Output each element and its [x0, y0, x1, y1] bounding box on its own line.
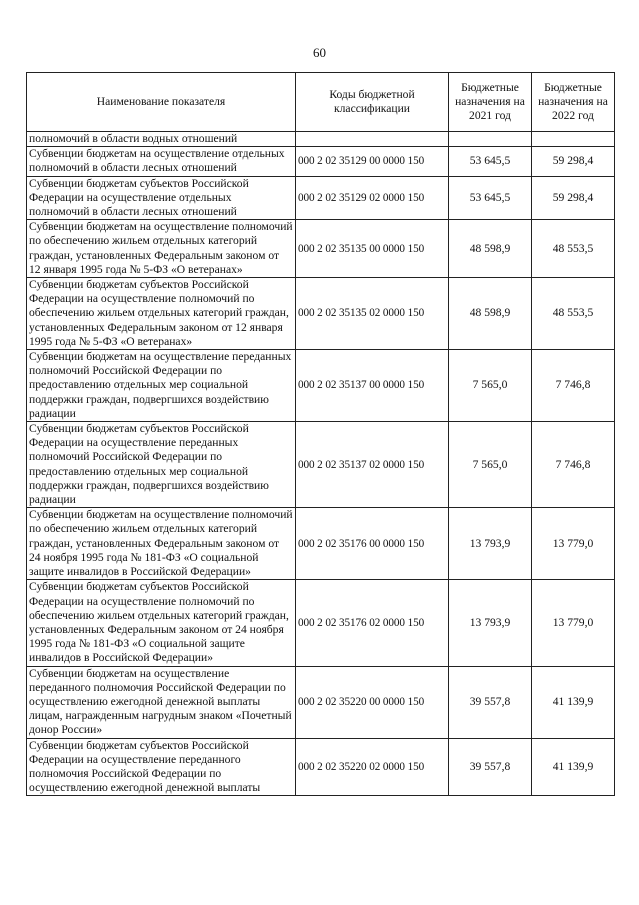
row-value-2022: 41 139,9 — [532, 666, 615, 738]
table-header-row — [27, 73, 615, 132]
row-code: 000 2 02 35135 02 0000 150 — [296, 278, 449, 350]
table-row — [27, 132, 615, 147]
row-value-2021: 53 645,5 — [449, 147, 532, 176]
header-2022: Бюджетные назначения на 2022 год — [532, 73, 615, 132]
table-row — [27, 220, 615, 278]
row-value-2022 — [532, 132, 615, 147]
table-row — [27, 278, 615, 350]
table-row — [27, 422, 615, 508]
row-value-2021: 48 598,9 — [449, 278, 532, 350]
row-name: Субвенции бюджетам субъектов Российской Федерации на осуществление переданных полномочий Российской Федерации по предоставлению отдельных мер социальной поддержки граждан, подвергшихся воздействию радиации — [27, 422, 296, 508]
row-value-2022: 48 553,5 — [532, 220, 615, 278]
row-name: полномочий в области водных отношений — [27, 132, 296, 147]
row-value-2022: 13 779,0 — [532, 508, 615, 580]
row-name: Субвенции бюджетам субъектов Российской Федерации на осуществление переданного полномочия Российской Федерации по осуществлению ежегодной денежной выплаты — [27, 738, 296, 796]
row-name: Субвенции бюджетам на осуществление полномочий по обеспечению жильем отдельных категорий граждан, установленных Федеральным законом от 24 ноября 1995 года № 181-ФЗ «О социальной защите инвалидов в Российской Федерации» — [27, 508, 296, 580]
row-name: Субвенции бюджетам субъектов Российской Федерации на осуществление полномочий по обеспечению жильем отдельных категорий граждан, установленных Федеральным законом от 24 ноября 1995 года № 181-ФЗ «О социальной защите инвалидов в Российской Федерации» — [27, 580, 296, 666]
row-value-2022: 41 139,9 — [532, 738, 615, 796]
header-2021: Бюджетные назначения на 2021 год — [449, 73, 532, 132]
row-code: 000 2 02 35129 02 0000 150 — [296, 176, 449, 220]
row-code — [296, 132, 449, 147]
row-code: 000 2 02 35220 02 0000 150 — [296, 738, 449, 796]
page-number: 60 — [313, 45, 326, 60]
budget-table — [26, 72, 615, 796]
row-name: Субвенции бюджетам на осуществление отдельных полномочий в области лесных отношений — [27, 147, 296, 176]
row-value-2022: 59 298,4 — [532, 147, 615, 176]
row-value-2022: 13 779,0 — [532, 580, 615, 666]
row-value-2021 — [449, 132, 532, 147]
row-name: Субвенции бюджетам субъектов Российской Федерации на осуществление полномочий по обеспечению жильем отдельных категорий граждан, установленных Федеральным законом от 12 января 1995 года № 5-ФЗ «О ветеранах» — [27, 278, 296, 350]
header-name: Наименование показателя — [27, 73, 296, 132]
row-value-2021: 13 793,9 — [449, 580, 532, 666]
table-row — [27, 147, 615, 176]
table-row — [27, 580, 615, 666]
row-name: Субвенции бюджетам на осуществление переданных полномочий Российской Федерации по предоставлению отдельных мер социальной поддержки граждан, подвергшихся воздействию радиации — [27, 350, 296, 422]
table-row — [27, 176, 615, 220]
row-name: Субвенции бюджетам субъектов Российской Федерации на осуществление отдельных полномочий в области лесных отношений — [27, 176, 296, 220]
table-row — [27, 508, 615, 580]
header-code: Коды бюджетной классификации — [296, 73, 449, 132]
row-value-2021: 13 793,9 — [449, 508, 532, 580]
row-value-2022: 59 298,4 — [532, 176, 615, 220]
row-value-2021: 39 557,8 — [449, 738, 532, 796]
row-value-2021: 48 598,9 — [449, 220, 532, 278]
row-code: 000 2 02 35129 00 0000 150 — [296, 147, 449, 176]
row-name: Субвенции бюджетам на осуществление переданного полномочия Российской Федерации по осуществлению ежегодной денежной выплаты лицам, награжденным нагрудным знаком «Почетный донор России» — [27, 666, 296, 738]
row-value-2022: 48 553,5 — [532, 278, 615, 350]
table-row — [27, 738, 615, 796]
row-code: 000 2 02 35135 00 0000 150 — [296, 220, 449, 278]
row-value-2021: 39 557,8 — [449, 666, 532, 738]
row-value-2022: 7 746,8 — [532, 422, 615, 508]
row-value-2021: 53 645,5 — [449, 176, 532, 220]
table-row — [27, 666, 615, 738]
row-value-2021: 7 565,0 — [449, 422, 532, 508]
row-code: 000 2 02 35220 00 0000 150 — [296, 666, 449, 738]
row-value-2022: 7 746,8 — [532, 350, 615, 422]
row-code: 000 2 02 35137 00 0000 150 — [296, 350, 449, 422]
row-code: 000 2 02 35176 00 0000 150 — [296, 508, 449, 580]
row-code: 000 2 02 35176 02 0000 150 — [296, 580, 449, 666]
row-value-2021: 7 565,0 — [449, 350, 532, 422]
row-name: Субвенции бюджетам на осуществление полномочий по обеспечению жильем отдельных категорий граждан, установленных Федеральным законом от 12 января 1995 года № 5-ФЗ «О ветеранах» — [27, 220, 296, 278]
table-row — [27, 350, 615, 422]
row-code: 000 2 02 35137 02 0000 150 — [296, 422, 449, 508]
